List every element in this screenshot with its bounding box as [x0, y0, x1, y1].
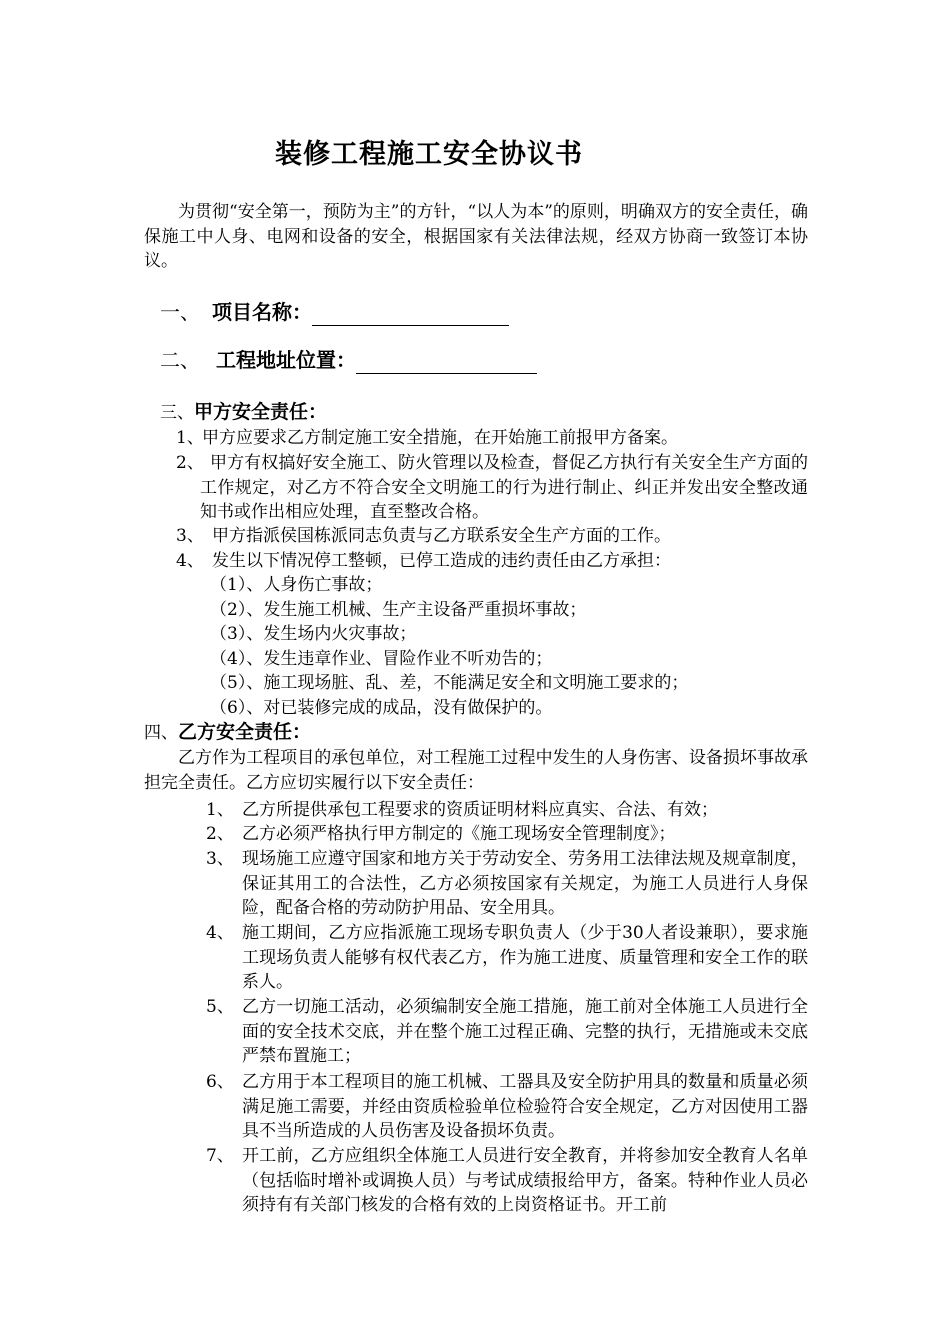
section-title: 甲方安全责任：: [194, 401, 328, 423]
item-text: 乙方必须严格执行甲方制定的《施工现场安全管理制度》；: [242, 824, 676, 844]
sub-item: （6）、对已装修完成的成品，没有做保护的。: [210, 698, 553, 718]
intro-paragraph: 为贯彻“安全第一，预防为主”的方针，“以人为本”的原则，明确双方的安全责任，确保施工中人身、电网和设备的安全，根据国家有关法律法规，经双方协商一致签订本协议。: [144, 202, 808, 271]
item-text: 乙方所提供承包工程要求的资质证明材料应真实、合法、有效；: [242, 800, 718, 820]
field-number: 二、: [160, 348, 200, 372]
document-title: 装修工程施工安全协议书: [275, 139, 583, 170]
item-number: 4、: [206, 923, 234, 943]
project-address-field: [160, 346, 537, 374]
sub-item: （4）、发生违章作业、冒险作业不听劝告的；: [210, 649, 553, 669]
item-number: 2、: [206, 824, 234, 844]
item-number: 5、: [206, 997, 234, 1017]
item-text: 施工期间，乙方应指派施工现场专职负责人（少于30人者设兼职），要求施工现场负责人能够有权代表乙方，作为施工进度、质量管理和安全工作的联系人。: [242, 923, 808, 992]
item-number: 3、: [206, 849, 234, 869]
item-number: 1、: [206, 800, 234, 820]
sub-item: （3）、发生场内火灾事故；: [210, 624, 417, 644]
item-text: 甲方应要求乙方制定施工安全措施，在开始施工前报甲方备案。: [202, 428, 678, 448]
field-number: 一、: [160, 300, 200, 324]
item-text: 发生以下情况停工整顿，已停工造成的违约责任由乙方承担：: [212, 551, 671, 571]
item-text: 甲方有权搞好安全施工、防火管理以及检查，督促乙方执行有关安全生产方面的工作规定，对乙方不符合安全文明施工的行为进行制止、纠正并发出安全整改通知书或作出相应处理，直至整改合格。: [200, 453, 808, 522]
project-address-blank[interactable]: [356, 351, 537, 374]
section-party-b-heading: [144, 719, 311, 746]
item-text: 甲方指派侯国栋派同志负责与乙方联系安全生产方面的工作。: [212, 526, 671, 546]
sub-item: （5）、施工现场脏、乱、差，不能满足安全和文明施工要求的；: [210, 673, 689, 693]
section-number: 四、: [144, 723, 178, 743]
sub-item: （2）、发生施工机械、生产主设备严重损坏事故；: [210, 600, 587, 620]
item-text: 现场施工应遵守国家和地方关于劳动安全、劳务用工法律法规及规章制度，保证其用工的合法性，乙方必须按国家有关规定，为施工人员进行人身保险，配备合格的劳动防护用品、安全用具。: [242, 849, 808, 918]
section-number: 三、: [160, 403, 194, 423]
item-number: 6、: [206, 1072, 234, 1092]
item-number: 4、: [176, 551, 204, 571]
item-text: 开工前，乙方应组织全体施工人员进行安全教育，并将参加安全教育人名单（包括临时增补或调换人员）与考试成绩报给甲方，备案。特种作业人员必须持有有关部门核发的合格有效的上岗资格证书。开工前: [242, 1146, 808, 1215]
item-number: 2、: [176, 453, 204, 473]
project-address-label: 工程地址位置：: [216, 348, 356, 372]
item-number: 7、: [206, 1146, 234, 1166]
item-text: 乙方用于本工程项目的施工机械、工器具及安全防护用具的数量和质量必须满足施工需要，并经由资质检验单位检验符合安全规定，乙方对因使用工器具不当所造成的人员伤害及设备损坏负责。: [242, 1072, 808, 1141]
section-party-b-intro: 乙方作为工程项目的承包单位，对工程施工过程中发生的人身伤害、设备损坏事故承担完全责任。乙方应切实履行以下安全责任：: [144, 748, 808, 793]
item-text: 乙方一切施工活动，必须编制安全施工措施，施工前对全体施工人员进行全面的安全技术交底，并在整个施工过程正确、完整的执行，无措施或未交底严禁布置施工；: [242, 997, 808, 1066]
project-name-label: 项目名称：: [212, 300, 312, 324]
project-name-blank[interactable]: [312, 303, 509, 326]
project-name-field: [160, 298, 509, 326]
sub-item: （1）、人身伤亡事故；: [210, 575, 383, 595]
item-number: 1、: [176, 428, 204, 448]
section-party-a-heading: [160, 399, 327, 426]
section-title: 乙方安全责任：: [178, 721, 312, 743]
item-number: 3、: [176, 526, 204, 546]
